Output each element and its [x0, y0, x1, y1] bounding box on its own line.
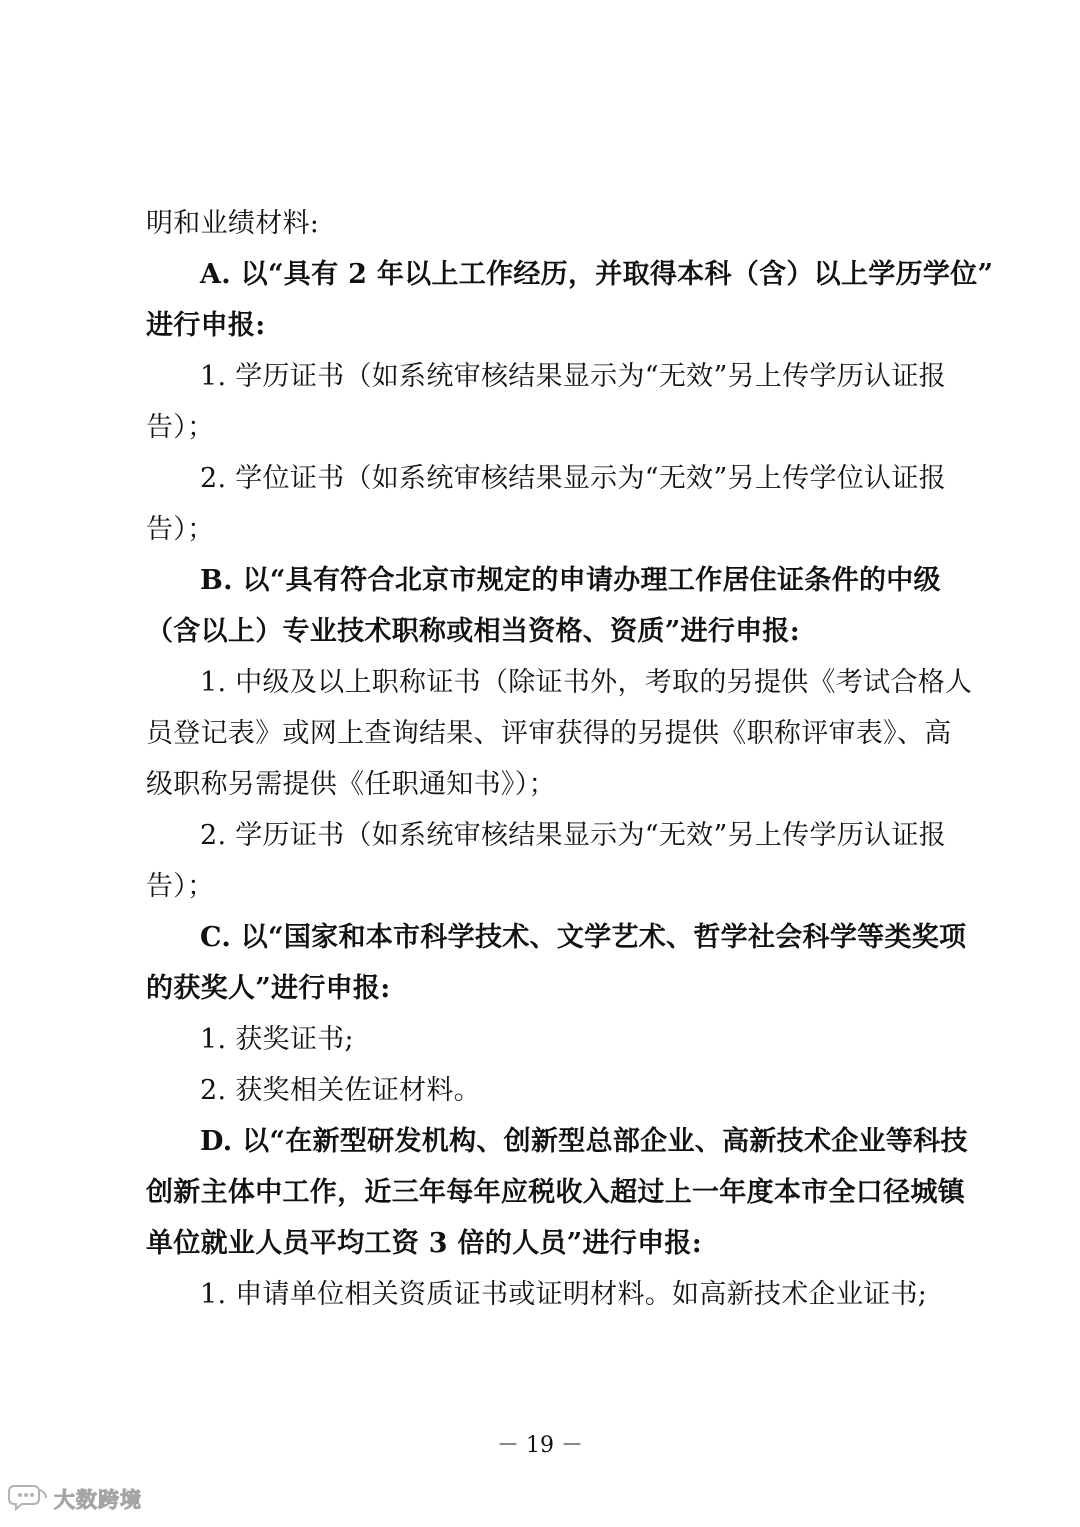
text-line: 2. 学历证书（如系统审核结果显示为“无效”另上传学历认证报 [200, 820, 946, 851]
text-line: 的获奖人”进行申报: [146, 973, 391, 1004]
text-line: 明和业绩材料: [146, 208, 320, 239]
text-line: 2. 学位证书（如系统审核结果显示为“无效”另上传学位认证报 [200, 463, 946, 494]
text-line: 1. 学历证书（如系统审核结果显示为“无效”另上传学历认证报 [200, 361, 946, 392]
text-line: C. 以“国家和本市科学技术、文学艺术、哲学社会科学等类奖项 [200, 922, 967, 953]
text-line: 1. 中级及以上职称证书（除证书外，考取的另提供《考试合格人 [200, 667, 973, 698]
text-line: A. 以“具有 2 年以上工作经历，并取得本科（含）以上学历学位” [200, 259, 994, 290]
text-line: 告）； [146, 514, 215, 545]
text-line: （含以上）专业技术职称或相当资格、资质”进行申报: [146, 616, 800, 647]
text-line: B. 以“具有符合北京市规定的申请办理工作居住证条件的中级 [200, 565, 941, 596]
text-line: 进行申报: [146, 310, 266, 341]
text-line: 告）； [146, 871, 215, 902]
text-line: 1. 获奖证书; [200, 1024, 354, 1055]
text-line: 创新主体中工作，近三年每年应税收入超过上一年度本市全口径城镇 [146, 1177, 965, 1208]
text-line: 1. 申请单位相关资质证书或证明材料。如高新技术企业证书; [200, 1279, 928, 1310]
text-line: 级职称另需提供《任职通知书》）； [146, 769, 556, 800]
page-number: － 19 － [497, 1433, 583, 1458]
text-line: 2. 获奖相关佐证材料。 [200, 1075, 481, 1106]
text-line: D. 以“在新型研发机构、创新型总部企业、高新技术企业等科技 [200, 1126, 968, 1157]
text-line: 告）； [146, 412, 215, 443]
chat-bubble-logo-icon [8, 1482, 48, 1516]
document-body [146, 198, 994, 1320]
watermark [8, 1483, 142, 1515]
text-line: 单位就业人员平均工资 3 倍的人员”进行申报: [146, 1228, 702, 1259]
watermark-text: 大数跨境 [54, 1488, 142, 1512]
text-line: 员登记表》或网上查询结果、评审获得的另提供《职称评审表》、高 [146, 718, 952, 749]
